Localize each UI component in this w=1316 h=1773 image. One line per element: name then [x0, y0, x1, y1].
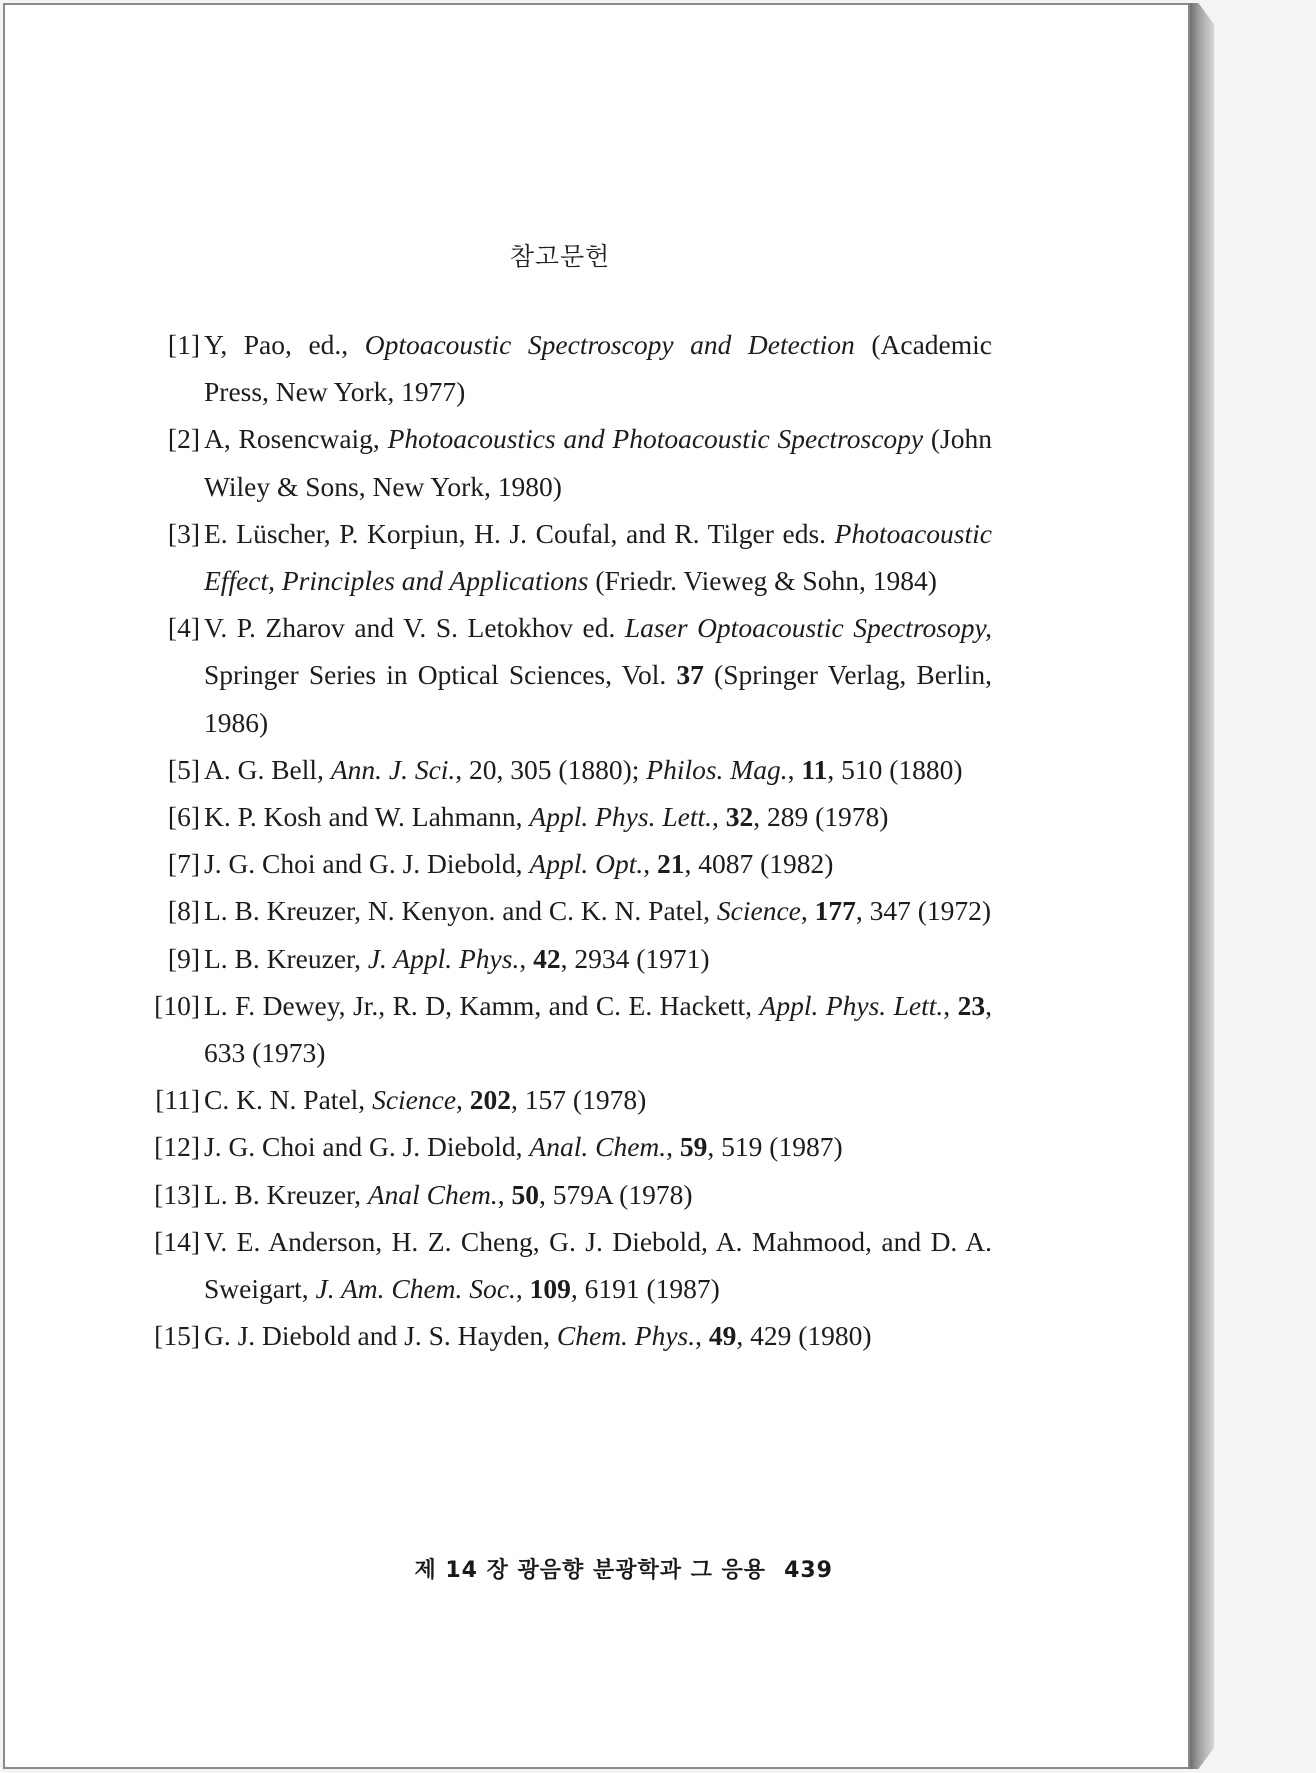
reference-title: Science: [716, 895, 801, 927]
reference-entry: [142, 793, 992, 840]
reference-volume: 11: [801, 753, 828, 785]
reference-entry: [142, 887, 992, 934]
reference-entry: [142, 1123, 992, 1170]
reference-volume: 177: [814, 895, 856, 927]
reference-text: ,: [515, 1273, 530, 1305]
reference-volume: 109: [529, 1273, 571, 1305]
reference-text: V. E. Anderson, H. Z. Cheng, G. J. Diebold, A. Mahmood, and D. A. Sweigart,: [204, 1225, 992, 1305]
reference-text: , 157 (1978): [511, 1084, 647, 1116]
reference-number: [15]: [154, 1320, 200, 1352]
reference-title: Anal. Chem.: [529, 1131, 667, 1163]
reference-title: Photoacoustic Effect, Principles and Applications: [204, 517, 992, 597]
reference-entry: [142, 1171, 992, 1218]
reference-text: ,: [800, 895, 815, 927]
reference-number: [2]: [167, 423, 200, 455]
reference-entry: [142, 604, 992, 746]
reference-title: Philos. Mag.: [646, 753, 788, 785]
reference-text: , 289 (1978): [753, 801, 889, 833]
page-footer: [414, 1553, 833, 1584]
reference-number: [3]: [167, 517, 200, 549]
reference-number: [10]: [154, 989, 200, 1021]
page-edge-shadow: [1190, 3, 1214, 1769]
reference-text: ,: [666, 1131, 680, 1163]
reference-title: Laser Optoacoustic Spectrosopy,: [624, 612, 993, 644]
reference-text: , 579A (1978): [538, 1178, 693, 1210]
reference-text: , 2934 (1971): [560, 942, 710, 974]
page-title: 참고문헌: [509, 242, 611, 271]
reference-entry: [142, 982, 992, 1076]
reference-text: K. P. Kosh and W. Lahmann,: [204, 801, 530, 833]
reference-text: E. Lüscher, P. Korpiun, H. J. Coufal, and R. Tilger eds.: [204, 517, 835, 549]
reference-text: , 347 (1972): [855, 895, 992, 927]
chapter-running-head: 제 14 장 광음향 분광학과 그 응용: [414, 1558, 767, 1583]
reference-title: Appl. Phys. Lett.: [529, 801, 712, 833]
reference-entry: [142, 321, 992, 415]
reference-text: V. P. Zharov and V. S. Letokhov ed.: [204, 612, 625, 644]
reference-title: Science: [372, 1084, 457, 1116]
reference-text: (Academic Press, New York, 1977): [204, 329, 992, 408]
reference-volume: 50: [511, 1178, 539, 1210]
reference-title: Anal Chem.: [367, 1178, 498, 1210]
reference-text: ,: [943, 989, 958, 1021]
reference-text: G. J. Diebold and J. S. Hayden,: [204, 1320, 557, 1352]
reference-entry: [142, 746, 992, 793]
reference-entry: [142, 415, 992, 509]
reference-entry: [142, 840, 992, 887]
reference-text: , 633 (1973): [204, 989, 993, 1069]
reference-entry: [142, 1312, 992, 1359]
reference-volume: 37: [676, 659, 704, 691]
reference-text: ,: [711, 801, 726, 833]
reference-text: , 6191 (1987): [570, 1273, 720, 1305]
reference-number: [4]: [167, 612, 200, 644]
reference-text: A, Rosencwaig,: [204, 423, 388, 455]
reference-number: [8]: [167, 895, 200, 927]
reference-text: , 4087 (1982): [684, 848, 834, 880]
reference-title: Optoacoustic Spectroscopy and Detection: [364, 329, 855, 360]
reference-number: [6]: [167, 801, 200, 833]
reference-text: , 20, 305 (1880);: [455, 753, 647, 785]
reference-text: , 429 (1980): [736, 1320, 872, 1352]
reference-text: L. B. Kreuzer,: [204, 1178, 368, 1210]
reference-volume: 202: [469, 1084, 512, 1116]
reference-volume: 21: [657, 848, 685, 880]
reference-text: (Springer Verlag, Berlin, 1986): [204, 659, 992, 738]
reference-text: J. G. Choi and G. J. Diebold,: [204, 1131, 530, 1163]
reference-title: Ann. J. Sci.: [330, 753, 456, 785]
reference-text: L. F. Dewey, Jr., R. D, Kamm, and C. E. Hackett,: [204, 989, 760, 1021]
reference-volume: 42: [533, 942, 561, 974]
page-number: 439: [784, 1558, 833, 1583]
reference-list: [142, 321, 992, 1359]
reference-number: [14]: [154, 1225, 200, 1257]
reference-text: L. B. Kreuzer,: [204, 942, 368, 974]
reference-text: ,: [456, 1084, 470, 1116]
reference-entry: [142, 1218, 992, 1312]
reference-text: ,: [643, 848, 657, 880]
reference-text: A. G. Bell,: [204, 753, 331, 785]
document-page: [3, 3, 1190, 1769]
reference-entry: [142, 510, 992, 604]
reference-title: Appl. Phys. Lett.: [759, 989, 944, 1021]
reference-text: ,: [787, 753, 802, 785]
reference-volume: 49: [708, 1320, 737, 1352]
reference-text: (Friedr. Vieweg & Sohn, 1984): [588, 565, 937, 597]
reference-number: [12]: [154, 1131, 200, 1163]
reference-text: ,: [519, 942, 534, 974]
reference-number: [9]: [167, 942, 200, 974]
reference-title: Chem. Phys.: [556, 1320, 696, 1352]
reference-volume: 59: [679, 1131, 708, 1163]
reference-number: [11]: [155, 1084, 200, 1116]
reference-entry: [142, 935, 992, 982]
reference-text: , 510 (1880): [827, 753, 963, 785]
reference-number: [5]: [167, 753, 200, 785]
reference-text: L. B. Kreuzer, N. Kenyon. and C. K. N. Patel,: [204, 895, 717, 927]
reference-volume: 32: [725, 801, 754, 833]
reference-title: Photoacoustics and Photoacoustic Spectroscopy: [387, 423, 924, 455]
reference-number: [13]: [154, 1178, 200, 1210]
reference-volume: 23: [957, 989, 986, 1021]
reference-number: [1]: [167, 329, 200, 360]
reference-text: Springer Series in Optical Sciences, Vol.: [204, 659, 677, 691]
reference-text: J. G. Choi and G. J. Diebold,: [204, 848, 530, 880]
reference-text: , 519 (1987): [707, 1131, 843, 1163]
reference-title: J. Appl. Phys.: [367, 942, 520, 974]
reference-text: ,: [497, 1178, 512, 1210]
reference-text: (John Wiley & Sons, New York, 1980): [204, 423, 992, 502]
reference-text: Y, Pao, ed.,: [204, 329, 365, 360]
reference-title: Appl. Opt.: [529, 848, 644, 880]
reference-entry: [142, 1076, 992, 1123]
reference-text: C. K. N. Patel,: [204, 1084, 373, 1116]
reference-title: J. Am. Chem. Soc.: [315, 1273, 516, 1305]
reference-text: ,: [695, 1320, 709, 1352]
reference-number: [7]: [167, 848, 200, 880]
